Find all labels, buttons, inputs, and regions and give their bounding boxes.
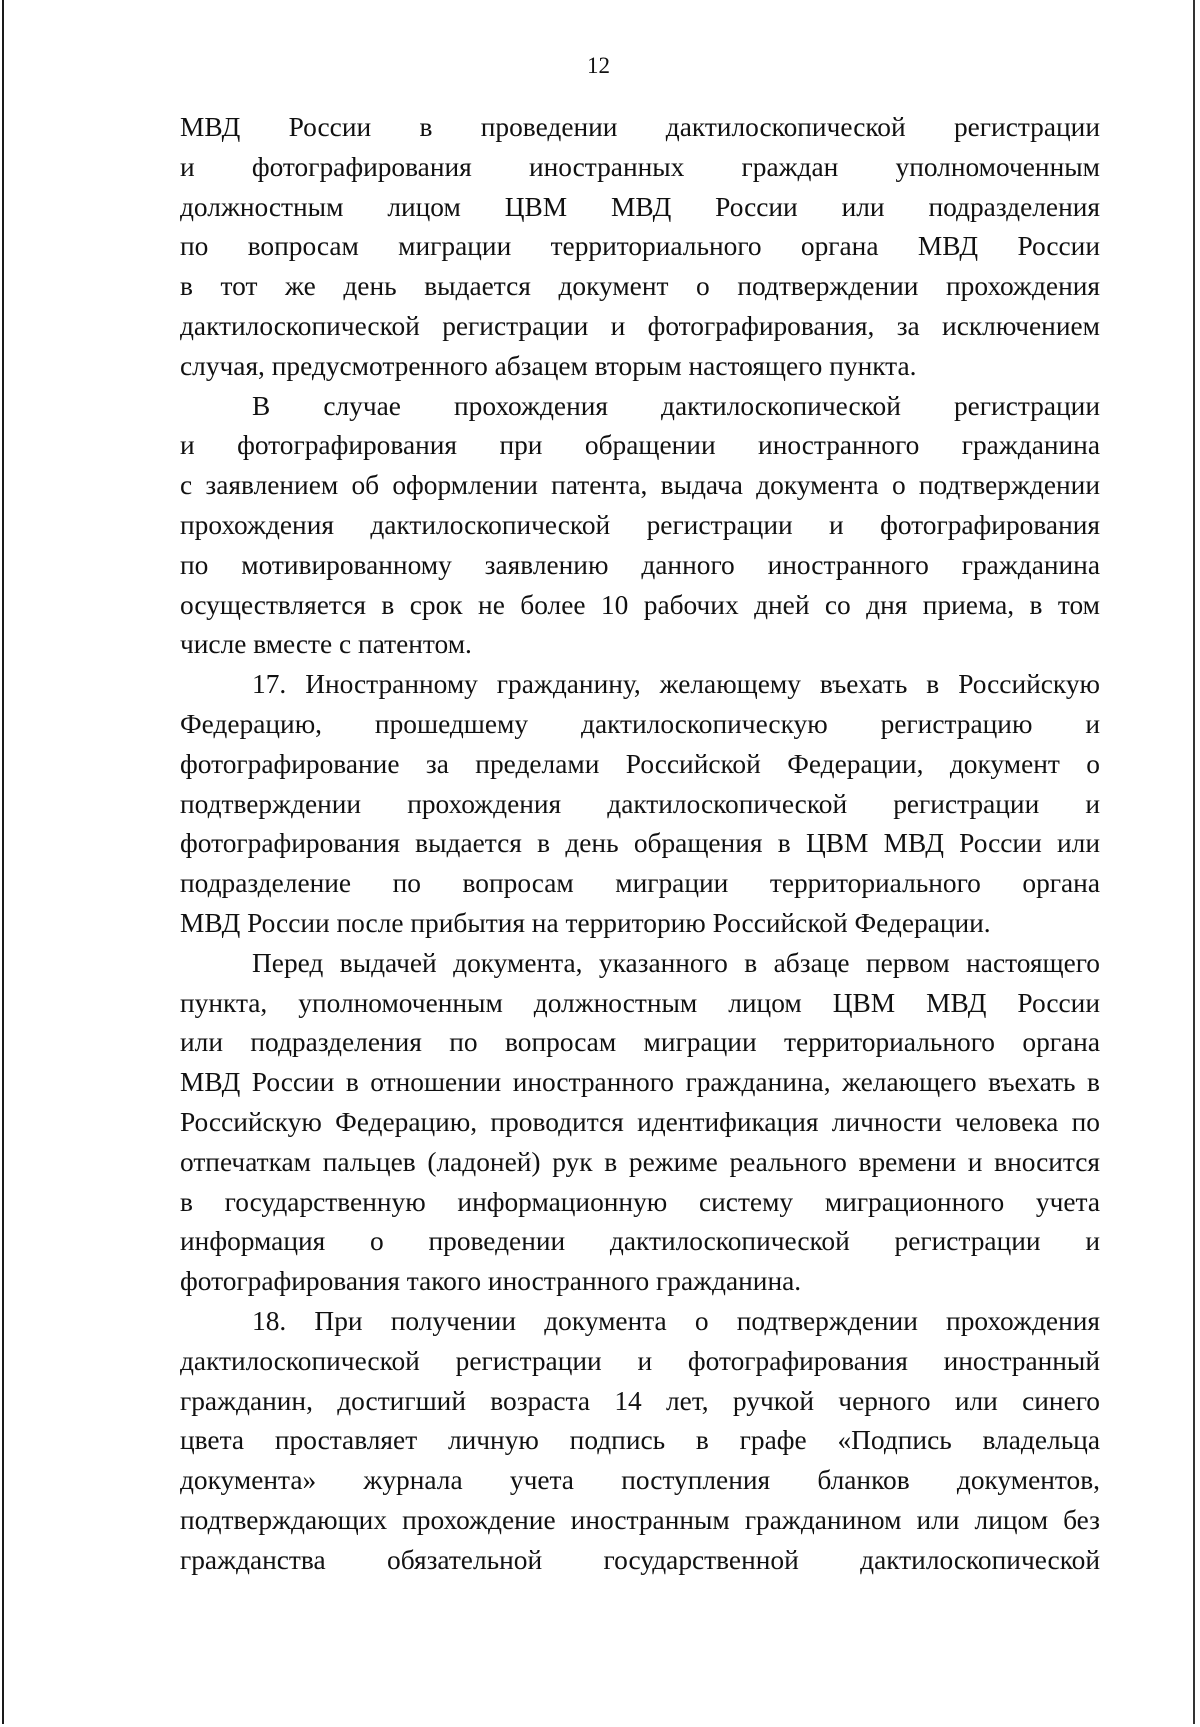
- text-line: фотографирования выдается в день обращения в ЦВМ МВД России или: [180, 828, 1100, 859]
- text-line: прохождения дактилоскопической регистрации и фотографирования: [180, 509, 1100, 540]
- text-line: фотографирования такого иностранного гражданина.: [180, 1266, 802, 1297]
- text-line: цвета проставляет личную подпись в графе «Подпись владельца: [180, 1425, 1100, 1456]
- text-line: гражданин, достигший возраста 14 лет, ручкой черного или синего: [180, 1385, 1100, 1416]
- text-line: в государственную информационную систему миграционного учета: [180, 1186, 1100, 1217]
- text-line: Российскую Федерацию, проводится идентификация личности человека по: [180, 1106, 1100, 1137]
- text-line: по мотивированному заявлению данного иностранного гражданина: [180, 549, 1100, 580]
- text-line: подтверждающих прохождение иностранным гражданином или лицом без: [180, 1504, 1100, 1535]
- page-number: 12: [587, 53, 610, 78]
- text-line: МВД России в проведении дактилоскопической регистрации: [180, 112, 1100, 142]
- text-line: Федерацию, прошедшему дактилоскопическую регистрацию и: [180, 708, 1100, 739]
- text-line: или подразделения по вопросам миграции территориального органа: [180, 1027, 1100, 1058]
- paragraph-first-line: 18. При получении документа о подтверждении прохождения: [252, 1305, 1100, 1336]
- text-line: МВД России в отношении иностранного гражданина, желающего въехать в: [180, 1067, 1100, 1098]
- text-line: дактилоскопической регистрации и фотографирования иностранный: [180, 1345, 1100, 1376]
- text-line: фотографирование за пределами Российской Федерации, документ о: [180, 748, 1100, 779]
- paragraph-first-line: В случае прохождения дактилоскопической регистрации: [252, 390, 1100, 421]
- text-line: должностным лицом ЦВМ МВД России или подразделения: [180, 191, 1100, 222]
- document-body: [180, 108, 1100, 1580]
- text-line: по вопросам миграции территориального органа МВД России: [180, 231, 1100, 262]
- text-line: с заявлением об оформлении патента, выдача документа о подтверждении: [180, 470, 1100, 501]
- paragraph-first-line: 17. Иностранному гражданину, желающему въехать в Российскую: [252, 669, 1100, 700]
- text-line: документа» журнала учета поступления бланков документов,: [180, 1465, 1100, 1496]
- paragraph-first-line: Перед выдачей документа, указанного в абзаце первом настоящего: [252, 947, 1100, 978]
- text-line: отпечаткам пальцев (ладоней) рук в режиме реального времени и вносится: [180, 1146, 1100, 1177]
- text-line: и фотографирования при обращении иностранного гражданина: [180, 430, 1100, 461]
- text-line: случая, предусмотренного абзацем вторым настоящего пункта.: [180, 350, 917, 381]
- text-line: дактилоскопической регистрации и фотографирования, за исключением: [180, 310, 1100, 341]
- text-line: числе вместе с патентом.: [180, 629, 472, 660]
- text-line: информация о проведении дактилоскопической регистрации и: [180, 1226, 1100, 1257]
- text-line: гражданства обязательной государственной дактилоскопической: [180, 1544, 1100, 1575]
- text-line: подразделение по вопросам миграции территориального органа: [180, 868, 1100, 899]
- text-line: в тот же день выдается документ о подтверждении прохождения: [180, 271, 1100, 302]
- text-line: МВД России после прибытия на территорию Российской Федерации.: [180, 907, 991, 938]
- text-line: осуществляется в срок не более 10 рабочих дней со дня приема, в том: [180, 589, 1100, 620]
- text-line: подтверждении прохождения дактилоскопической регистрации и: [180, 788, 1100, 819]
- document-page: [2, 0, 1195, 1724]
- text-line: пункта, уполномоченным должностным лицом ЦВМ МВД России: [180, 987, 1100, 1018]
- text-line: и фотографирования иностранных граждан уполномоченным: [180, 151, 1100, 182]
